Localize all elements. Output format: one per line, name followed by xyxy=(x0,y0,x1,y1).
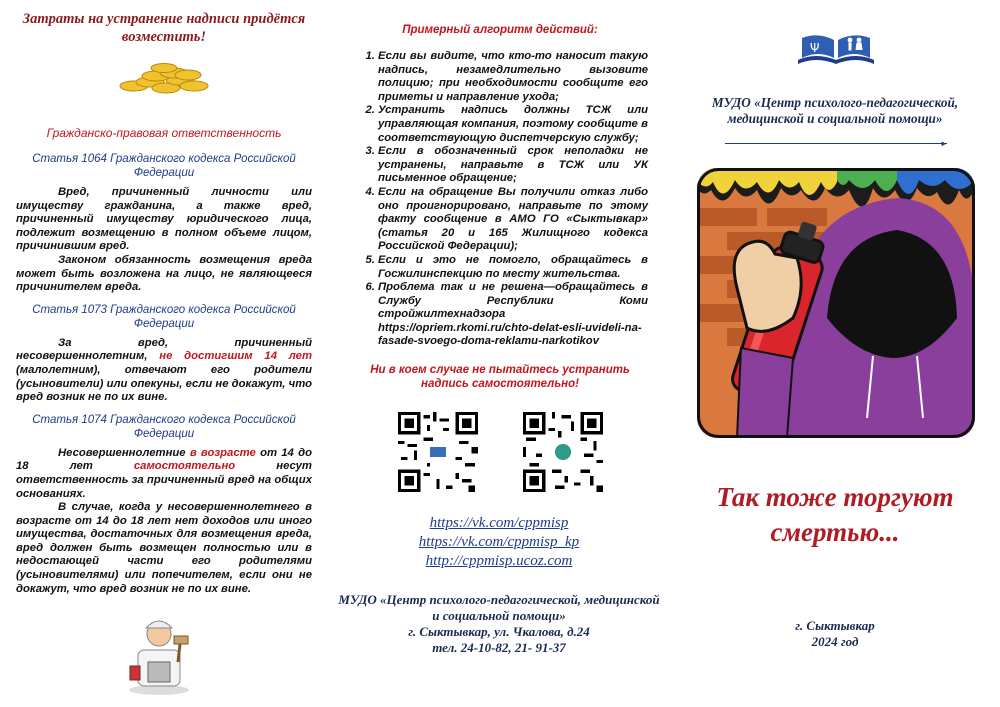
article-1064-heading: Статья 1064 Гражданского кодекса Российской Федерации xyxy=(32,153,296,179)
website-link[interactable]: http://cppmisp.ucoz.com xyxy=(425,553,573,569)
article-1064-text-1: Вред, причиненный личности или имуществу гражданина, а также вред, причиненный имуществу юридического лица, подлежит возмещению в полном объеме лицом, причинившим вред. xyxy=(16,186,312,253)
article-1073-text: За вред, причиненный несовершеннолетним, не достигшим 14 лет (малолетним), отвечают его родители (усыновители) или опекуны, если не докажут, что вред возник не по их вине. xyxy=(16,336,312,404)
coins-icon xyxy=(16,46,312,106)
right-panel xyxy=(670,0,1000,707)
book-logo-icon xyxy=(796,30,876,66)
qr-codes xyxy=(398,412,603,492)
algorithm-step: 4. Если на обращение Вы получили отказ либо оно проигнорировано, направьте по этому факту сообщение в АМО ГО «Сыктывкар» (статья 20 и 165 Жилищного кодекса Российской Федерации); xyxy=(378,186,648,254)
organization-name: МУДО «Центр психолого-педагогической, медицинской и социальной помощи» xyxy=(711,95,959,126)
middle-panel xyxy=(338,0,660,707)
algorithm-step: 6. Проблема так и не решена—обращайтесь в Службу Республики Коми стройжилтехнадзора https://opriem.rkomi.ru/chto-delat-esli-uvideli-na-fasade-svoego-doma-reklamu-narkotikov xyxy=(378,281,648,349)
algorithm-step: 3. Если в обозначенный срок неполадки не устранены, направьте в ТСЖ или УК письменное обращение; xyxy=(378,145,648,186)
article-1074-text-1: Несовершеннолетние в возрасте от 14 до 18 лет самостоятельно несут ответственность за причиненный вред на общих основаниях. xyxy=(16,446,312,500)
left-panel xyxy=(0,0,330,707)
algorithm-step: 1. Если вы видите, что кто-то наносит такую надпись, незамедлительно вызовите полицию; при необходимости сообщите его приметы и направление ухода; xyxy=(378,50,648,104)
vk-link[interactable]: https://vk.com/cppmisp xyxy=(429,515,569,531)
vk-kp-link[interactable]: https://vk.com/cppmisp_kp xyxy=(418,534,580,550)
civil-liability-heading: Гражданско-правовая ответственность xyxy=(46,126,282,140)
qr-code-icon[interactable] xyxy=(523,412,603,492)
qr-code-icon[interactable] xyxy=(398,412,478,492)
algorithm-step: 2. Устранить надпись должны ТСЖ или управляющая компания, поэтому сообщите в соответствующую диспетчерскую службу; xyxy=(378,104,648,145)
divider xyxy=(725,143,947,144)
city-year xyxy=(690,618,980,650)
city-text: г. Сыктывкар xyxy=(795,618,875,633)
footer-phones: тел. 24-10-82, 21- 91-37 xyxy=(432,640,566,655)
algorithm-title: Примерный алгоритм действий: xyxy=(402,24,598,36)
algorithm-step: 5. Если и это не помогло, обращайтесь в Госжилинспекцию по месту жительства. xyxy=(378,254,648,281)
warning-text: Ни в коем случае не пытайтесь устранить надпись самостоятельно! xyxy=(370,364,630,391)
slogan-title: Так тоже торгуют смертью... xyxy=(716,482,954,547)
article-1073-heading: Статья 1073 Гражданского кодекса Российской Федерации xyxy=(32,303,296,330)
arrow-icon: ► xyxy=(940,139,948,148)
cost-title: Затраты на устранение надписи придётся возместить! xyxy=(22,11,306,45)
svg-text:Ψ: Ψ xyxy=(810,41,820,55)
contact-footer xyxy=(338,592,660,656)
article-1074-heading: Статья 1074 Гражданского кодекса Российской Федерации xyxy=(32,413,296,440)
graffiti-hoodie-illustration xyxy=(697,168,975,438)
links-block xyxy=(338,514,660,571)
painter-icon xyxy=(122,610,196,696)
footer-org: МУДО «Центр психолого-педагогической, медицинской и социальной помощи» xyxy=(338,592,660,623)
article-1074-text-2: В случае, когда у несовершеннолетнего в возрасте от 14 до 18 лет нет доходов или иного имущества, достаточных для возмещения вреда, вред должен быть возмещен полностью или в недостающей части его родителями (усыновителями) или попечителем, если они не докажут, что вред возник не по их вине. xyxy=(16,501,312,595)
article-1064-text-2: Законом обязанность возмещения вреда может быть возложена на лицо, не являющееся причинителем вреда. xyxy=(16,253,312,294)
footer-address: г. Сыктывкар, ул. Чкалова, д.24 xyxy=(408,624,590,639)
year-text: 2024 год xyxy=(811,634,859,649)
algorithm-list xyxy=(352,50,648,349)
